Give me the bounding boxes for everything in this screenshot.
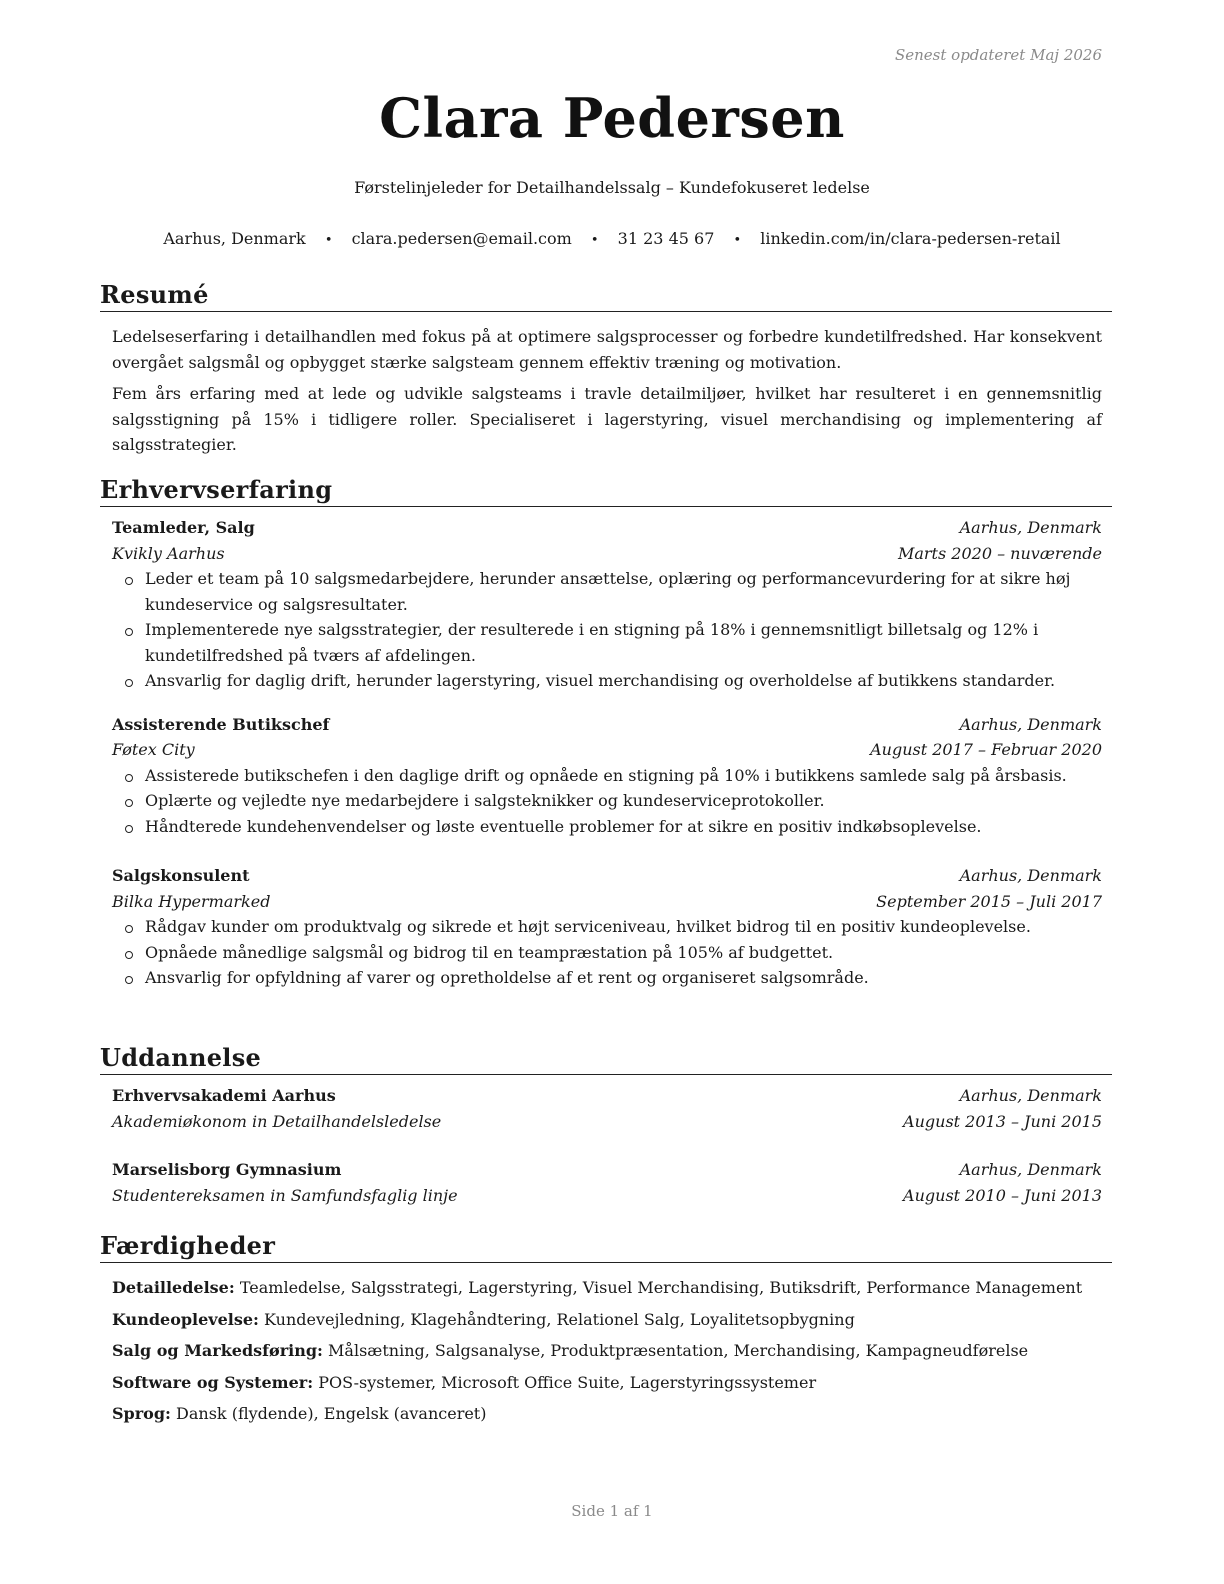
school-location: Aarhus, Denmark <box>959 1086 1102 1105</box>
skill-label: Sprog: <box>112 1404 171 1423</box>
job-role: Assisterende Butikschef <box>112 714 330 734</box>
school-location: Aarhus, Denmark <box>959 1160 1102 1179</box>
job-bullet: Ansvarlig for opfyldning af varer og opretholdelse af et rent og organiseret salgsområde. <box>145 965 1102 991</box>
skill-label: Kundeoplevelse: <box>112 1309 259 1329</box>
education-entry <box>112 1157 1102 1208</box>
school-name: Marselisborg Gymnasium <box>112 1160 342 1179</box>
education-section <box>100 1043 1112 1208</box>
school-name: Erhvervsakademi Aarhus <box>112 1086 336 1105</box>
job-role: Salgskonsulent <box>112 866 250 885</box>
bullet-separator-icon: • <box>733 233 742 248</box>
job-entry <box>112 515 1102 694</box>
job-bullet: Ansvarlig for daglig drift, herunder lagerstyring, visuel merchandising og overholdelse af butikkens standarder. <box>145 668 1102 694</box>
job-bullet: Rådgav kunder om produktvalg og sikrede et højt serviceniveau, hvilket bidrog til en positiv kundeoplevelse. <box>145 914 1102 940</box>
skill-row <box>112 1338 1102 1364</box>
contact-location: Aarhus, Denmark <box>163 229 306 248</box>
section-title-experience: Erhvervserfaring <box>100 475 1112 507</box>
bullet-separator-icon: • <box>324 233 333 248</box>
job-bullet: Leder et team på 10 salgsmedarbejdere, herunder ansættelse, oplæring og performancevurdering for at sikre høj kundeservice og salgsresultater. <box>145 566 1102 617</box>
job-bullet: Håndterede kundehenvendelser og løste eventuelle problemer for at sikre en positiv indkøbsoplevelse. <box>145 814 1102 840</box>
bullet-separator-icon: • <box>590 233 599 248</box>
degree-name: Akademiøkonom in Detailhandelsledelse <box>112 1111 442 1131</box>
contact-linkedin[interactable]: linkedin.com/in/clara-pedersen-retail <box>760 229 1061 248</box>
education-dates: August 2010 – Juni 2013 <box>903 1185 1102 1205</box>
skill-value: POS-systemer, Microsoft Office Suite, Lagerstyringssystemer <box>318 1372 817 1392</box>
job-company: Kvikly Aarhus <box>112 543 225 563</box>
skill-row <box>112 1370 1102 1396</box>
skill-row <box>112 1275 1102 1301</box>
education-entry <box>112 1083 1102 1134</box>
summary-paragraph: Fem års erfaring med at lede og udvikle salgsteams i travle detailmiljøer, hvilket har resulteret i en gennemsnitlig salgsstigning på 15% i tidligere roller. Specialiseret i lagerstyring, visuel merchandising og implementering af salgsstrategier. <box>112 384 1102 454</box>
job-dates: August 2017 – Februar 2020 <box>870 740 1102 759</box>
job-dates: September 2015 – Juli 2017 <box>876 891 1102 911</box>
tagline: Førstelinjeleder for Detailhandelssalg – Kundefokuseret ledelse <box>354 178 870 197</box>
skill-value: Dansk (flydende), Engelsk (avanceret) <box>176 1404 487 1423</box>
job-entry <box>112 863 1102 991</box>
section-title-education: Uddannelse <box>100 1043 1112 1075</box>
page-number: Side 1 af 1 <box>571 1502 653 1520</box>
job-bullets <box>112 566 1102 694</box>
job-entry <box>112 712 1102 840</box>
section-title-summary: Resumé <box>100 280 1112 312</box>
job-dates: Marts 2020 – nuværende <box>897 543 1102 563</box>
person-name: Clara Pedersen <box>379 86 845 150</box>
skill-row <box>112 1401 1102 1427</box>
job-location: Aarhus, Denmark <box>959 714 1102 734</box>
skill-label: Software og Systemer: <box>112 1372 314 1392</box>
skill-value: Kundevejledning, Klagehåndtering, Relationel Salg, Loyalitetsopbygning <box>264 1309 855 1329</box>
job-bullet: Implementerede nye salgsstrategier, der resulterede i en stigning på 18% i gennemsnitligt billetsalg og 12% i kundetilfredshed på tværs af afdelingen. <box>145 617 1102 668</box>
skills-section <box>100 1231 1112 1433</box>
job-company: Føtex City <box>112 740 195 759</box>
skill-row <box>112 1307 1102 1333</box>
summary-section <box>100 280 1112 464</box>
degree-name: Studentereksamen in Samfundsfaglig linje <box>112 1185 458 1205</box>
experience-section <box>100 475 1112 991</box>
job-location: Aarhus, Denmark <box>959 518 1102 537</box>
contact-phone: 31 23 45 67 <box>617 229 715 248</box>
contact-email[interactable]: clara.pedersen@email.com <box>351 229 572 248</box>
job-role: Teamleder, Salg <box>112 518 255 537</box>
job-location: Aarhus, Denmark <box>959 866 1102 885</box>
summary-paragraph: Ledelseserfaring i detailhandlen med fokus på at optimere salgsprocesser og forbedre kundetilfredshed. Har konsekvent overgået salgsmål og opbygget stærke salgsteam gennem effektiv træning og motivation. <box>112 327 1102 372</box>
last-updated-note: Senest opdateret Maj 2026 <box>894 46 1102 64</box>
skill-value: Målsætning, Salgsanalyse, Produktpræsentation, Merchandising, Kampagneudførelse <box>328 1341 1029 1360</box>
contact-line <box>0 229 1224 248</box>
job-bullets <box>112 914 1102 991</box>
job-bullet: Oplærte og vejledte nye medarbejdere i salgsteknikker og kundeserviceprotokoller. <box>145 788 1102 814</box>
skill-label: Detailledelse: <box>112 1278 235 1297</box>
section-title-skills: Færdigheder <box>100 1231 1112 1263</box>
job-bullet: Assisterede butikschefen i den daglige drift og opnåede en stigning på 10% i butikkens samlede salg på årsbasis. <box>145 763 1102 789</box>
skill-label: Salg og Markedsføring: <box>112 1341 323 1360</box>
job-bullet: Opnåede månedlige salgsmål og bidrog til en teampræstation på 105% af budgettet. <box>145 940 1102 966</box>
job-bullets <box>112 763 1102 840</box>
education-dates: August 2013 – Juni 2015 <box>903 1111 1102 1131</box>
job-company: Bilka Hypermarked <box>112 891 271 911</box>
skill-value: Teamledelse, Salgsstrategi, Lagerstyring, Visuel Merchandising, Butiksdrift, Performance Management <box>239 1278 1083 1297</box>
